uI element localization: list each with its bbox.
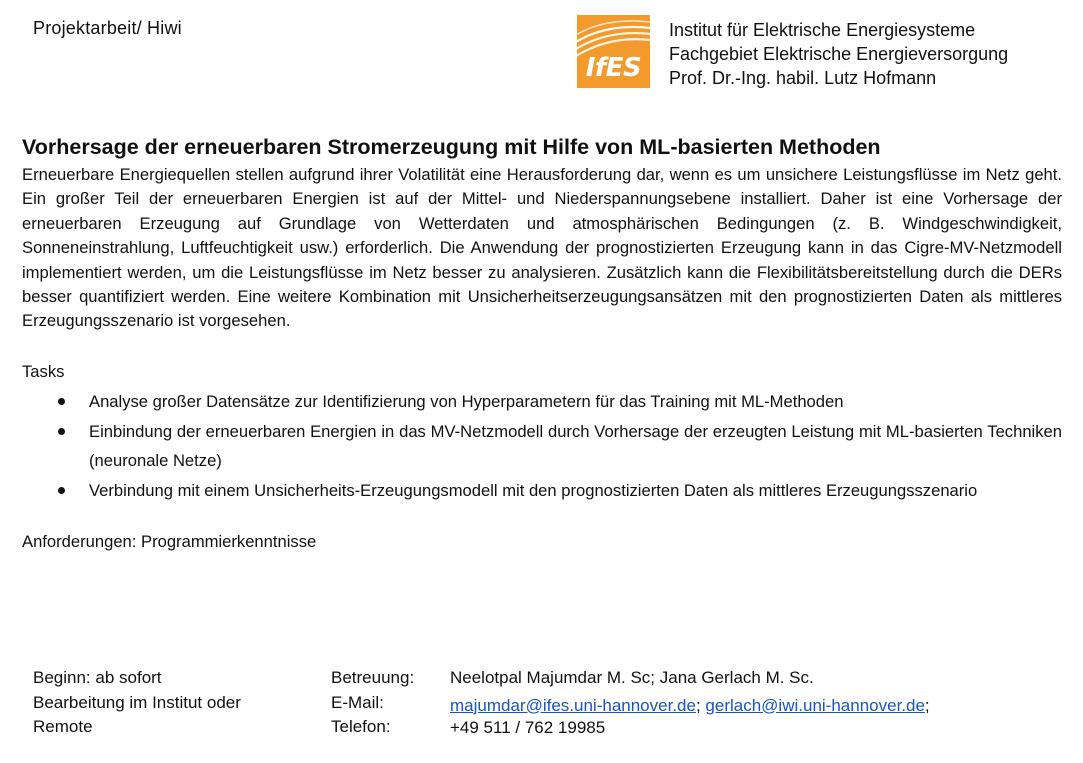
start-date: Beginn: ab sofort	[33, 668, 162, 687]
institute-name: Institut für Elektrische Energiesysteme	[669, 20, 976, 40]
footer-labels	[331, 666, 414, 740]
department-name: Fachgebiet Elektrische Energieversorgung	[669, 44, 1009, 64]
phone-label: Telefon:	[331, 717, 391, 736]
task-item: Analyse großer Datensätze zur Identifizierung von Hyperparametern für das Training mit ML-Methoden	[55, 387, 1062, 417]
supervisors: Neelotpal Majumdar M. Sc; Jana Gerlach M. Sc.	[450, 668, 814, 687]
phone-number: +49 511 / 762 19985	[450, 718, 606, 737]
task-item: Verbindung mit einem Unsicherheits-Erzeugungsmodell mit den prognostizierten Daten als mittleres Erzeugungsszenario	[55, 476, 1062, 506]
document-type: Projektarbeit/ Hiwi	[33, 18, 182, 38]
email-label: E-Mail:	[331, 692, 384, 712]
project-title: Vorhersage der erneuerbaren Stromerzeugung mit Hilfe von ML-basierten Methoden	[22, 135, 881, 159]
email-row	[450, 694, 930, 719]
supervision-label: Betreuung:	[331, 668, 415, 687]
email-separator: ;	[695, 695, 701, 715]
requirements: Anforderungen: Programmierkenntnisse	[22, 532, 317, 551]
institute-block	[669, 18, 1008, 90]
email-end: ;	[924, 695, 930, 715]
professor-name: Prof. Dr.-Ing. habil. Lutz Hofmann	[669, 68, 937, 88]
email-link-majumdar[interactable]: majumdar@ifes.uni-hannover.de	[450, 695, 696, 715]
ifes-logo	[577, 15, 650, 88]
email-link-gerlach[interactable]: gerlach@iwi.uni-hannover.de	[705, 695, 925, 715]
work-location: Bearbeitung im Institut oder Remote	[33, 692, 241, 736]
task-item: Einbindung der erneuerbaren Energien in das MV-Netzmodell durch Vorhersage der erzeugten Leistung mit ML-basierten Techniken (neuronale Netze)	[55, 417, 1062, 476]
footer-values	[450, 666, 930, 741]
tasks-heading: Tasks	[22, 362, 65, 381]
task-list	[55, 387, 1062, 505]
project-description: Erneuerbare Energiequellen stellen aufgrund ihrer Volatilität eine Herausforderung dar, wenn es um unsichere Leistungsflüsse im Netz geht. Ein großer Teil der erneuerbaren Energien ist auf der Mittel- und Niederspannungsebene installiert. Daher ist eine Vorhersage der erneuerbaren Erzeugung auf Grundlage von Wetterdaten und atmosphärischen Bedingungen (z. B. Windgeschwindigkeit, Sonneneinstrahlung, Luftfeuchtigkeit usw.) erforderlich. Die Anwendung der prognostizierten Erzeugung kann in das Cigre-MV-Netzmodell implementiert werden, um die Leistungsflüsse im Netz besser zu analysieren. Zusätzlich kann die Flexibilitätsbereitstellung durch die DERs besser quantifiziert werden. Eine weitere Kombination mit Unsicherheitserzeugungsansätzen mit den prognostizierten Daten als mittleres Erzeugungsszenario ist vorgesehen.	[22, 165, 1062, 331]
logo-text: IfES	[585, 53, 642, 83]
footer-left	[33, 666, 283, 740]
